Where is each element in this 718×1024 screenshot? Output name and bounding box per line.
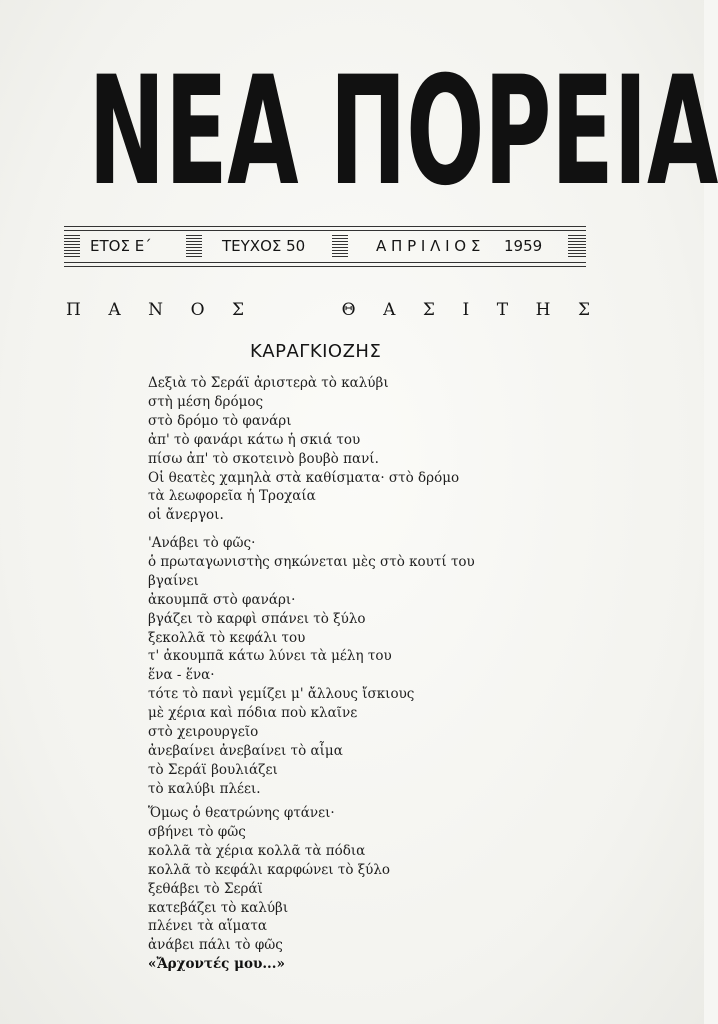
poem-line: 'Ανάβει τὸ φῶς· — [148, 535, 256, 551]
hatch-ornament — [568, 235, 586, 257]
issue-date-year: 1959 — [504, 237, 543, 255]
author-letter: Σ — [232, 300, 245, 320]
author-letter: Τ — [496, 300, 509, 320]
author-letter: Η — [535, 300, 551, 320]
poem-line: μὲ χέρια καὶ πόδια ποὺ κλαῖνε — [148, 705, 358, 722]
author-letter: Σ — [577, 300, 590, 320]
issue-bar — [64, 226, 586, 266]
poem-line: ἀνεβαίνει ἀνεβαίνει τὸ αἷμα — [148, 742, 343, 759]
poem-line: Δεξιὰ τὸ Σεράϊ ἀριστερὰ τὸ καλύβι — [148, 375, 389, 391]
poem-stanza-3 — [148, 804, 588, 974]
poem-line: ξεθάβει τὸ Σεράϊ — [148, 880, 263, 897]
author-letter: Ι — [462, 300, 470, 320]
poem-line: οἱ ἄνεργοι. — [148, 507, 224, 524]
poem-line: βγάζει τὸ καρφὶ σπάνει τὸ ξύλο — [148, 610, 366, 627]
poem-line: τὸ καλύβι πλέει. — [148, 780, 261, 797]
poem-line: Ὅμως ὁ θεατρώνης φτάνει· — [148, 805, 335, 821]
poem-line: τὸ Σεράϊ βουλιάζει — [148, 761, 278, 778]
issue-number: ΤΕΥΧΟΣ 50 — [222, 237, 306, 255]
masthead — [60, 45, 718, 219]
issue-month: Α Π Ρ Ι Λ Ι Ο Σ — [376, 237, 481, 255]
hatch-ornament — [64, 235, 80, 257]
poem-line: τότε τὸ πανὶ γεμίζει μ' ἄλλους ἴσκιους — [148, 686, 415, 703]
poem-line: ἕνα - ἕνα· — [148, 667, 215, 684]
hatch-ornament — [186, 235, 202, 257]
issue-year: ΕΤΟΣ Ε΄ — [90, 237, 152, 255]
author-name — [66, 298, 590, 322]
poem-line: πλένει τὰ αἵματα — [148, 918, 267, 935]
poem-line: τ' ἀκουμπᾶ κάτω λύνει τὰ μέλη του — [148, 648, 392, 665]
author-letter: Σ — [422, 300, 435, 320]
poem-line: πίσω ἀπ' τὸ σκοτεινὸ βουβὸ πανί. — [148, 450, 379, 467]
poem-line: στὸ χειρουργεῖο — [148, 724, 259, 741]
poem-line: κολλᾶ τὰ χέρια κολλᾶ τὰ πόδια — [148, 842, 366, 859]
hatch-ornament — [332, 235, 348, 257]
author-letter: Ν — [148, 300, 164, 320]
poem-line: ὁ πρωταγωνιστὴς σηκώνεται μὲς στὸ κουτί του — [148, 553, 475, 570]
poem-line: σβήνει τὸ φῶς — [148, 823, 246, 840]
poem-line: στὴ μέση δρόμος — [148, 393, 264, 410]
poem-stanza-1 — [148, 374, 588, 525]
poem-line: Οἱ θεατὲς χαμηλὰ στὰ καθίσματα· στὸ δρόμο — [148, 469, 460, 486]
poem-line: κατεβάζει τὸ καλύβι — [148, 899, 289, 916]
poem-line: τὰ λεωφορεῖα ἡ Τροχαία — [148, 488, 316, 505]
poem-line: στὸ δρόμο τὸ φανάρι — [148, 412, 292, 429]
poem-line: ἀκουμπᾶ στὸ φανάρι· — [148, 591, 296, 608]
poem-title: ΚΑΡΑΓΚΙΟΖΗΣ — [250, 341, 382, 362]
bottom-rule — [64, 262, 586, 263]
poem-line: βγαίνει — [148, 572, 199, 589]
magazine-title: ΝΕΑ ΠΟΡΕΙΑ — [88, 45, 718, 219]
bottom-rule-inner — [64, 266, 586, 267]
author-letter: Α — [383, 300, 396, 320]
poem-line: «Ἄρχοντές μου...» — [148, 956, 285, 973]
author-letter: Ο — [190, 300, 205, 320]
author-letter: Θ — [341, 300, 356, 320]
poem-line: ἀπ' τὸ φανάρι κάτω ἡ σκιά του — [148, 431, 361, 448]
author-letter: Π — [66, 300, 81, 320]
poem-line: ξεκολλᾶ τὸ κεφάλι του — [148, 629, 306, 646]
author-letter: Α — [108, 300, 121, 320]
poem-stanza-2 — [148, 534, 588, 799]
poem-line: κολλᾶ τὸ κεφάλι καρφώνει τὸ ξύλο — [148, 861, 391, 878]
poem-line: ἀνάβει πάλι τὸ φῶς — [148, 937, 283, 954]
